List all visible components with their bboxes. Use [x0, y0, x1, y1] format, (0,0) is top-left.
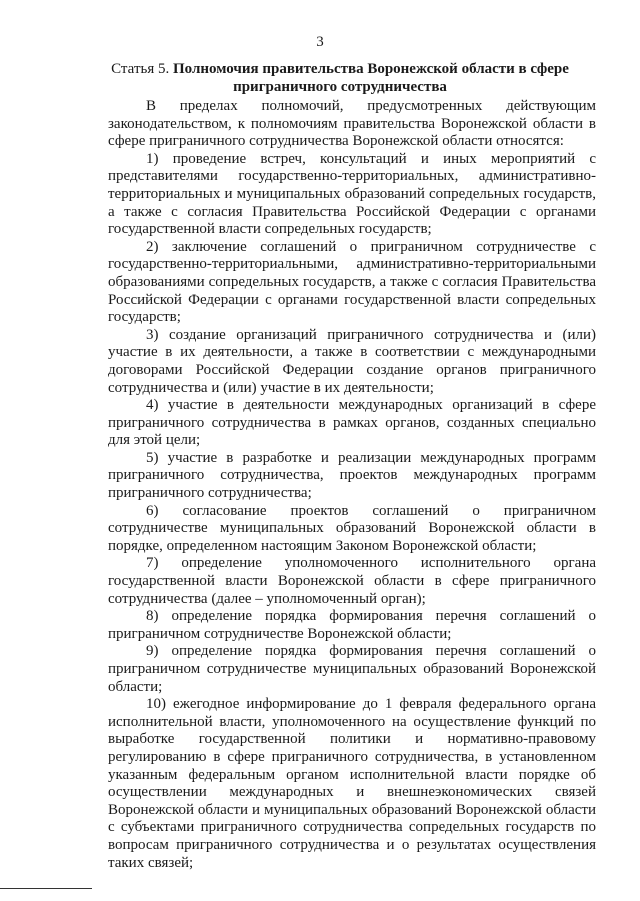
intro-paragraph: В пределах полномочий, предусмотренных действующим законодательством, к полномочиям правительства Воронежской области в сфере приграничного сотрудничества Воронежской области относятся:: [108, 98, 596, 150]
list-item: 1) проведение встреч, консультаций и иных мероприятий с представителями государственно-территориальных, административно-территориальных и муниципальных образований сопредельных государств, а также с согласия Правительства Российской Федерации с органами государственной власти сопредельных государств;: [108, 150, 596, 238]
list-item: 7) определение уполномоченного исполнительного органа государственной власти Воронежской области в сфере приграничного сотрудничества (далее – уполномоченный орган);: [108, 555, 596, 607]
page-number: 3: [316, 34, 324, 50]
list-item: 9) определение порядка формирования перечня соглашений о приграничном сотрудничестве муниципальных образований Воронежской области;: [108, 643, 596, 695]
list-item: 6) согласование проектов соглашений о приграничном сотрудничестве муниципальных образований Воронежской области в порядке, определенном настоящим Законом Воронежской области;: [108, 502, 596, 554]
list-item: 4) участие в деятельности международных организаций в сфере приграничного сотрудничества в рамках органов, созданных специально для этой цели;: [108, 397, 596, 449]
article-label: Статья 5.: [111, 61, 170, 77]
list-item: 3) создание организаций приграничного сотрудничества и (или) участие в их деятельности, а также в соответствии с международными договорами Российской Федерации создание органов приграничного сотрудничества и (или) участие в их деятельности;: [108, 326, 596, 396]
list-item: 10) ежегодное информирование до 1 февраля федерального органа исполнительной власти, уполномоченного на осуществление функций по выработке государственной политики и нормативно-правовому регулированию в сфере приграничного сотрудничества, в установленном указанным федеральным органом исполнительной власти порядке об осуществлении международных и внешнеэкономических связей Воронежской области и муниципальных образований Воронежской области с субъектами приграничного сотрудничества сопредельных государств по вопросам приграничного сотрудничества и о результатах осуществления таких связей;: [108, 696, 596, 871]
article-heading: Полномочия правительства Воронежской области в сфере приграничного сотрудничества: [173, 61, 569, 95]
article-body: [108, 98, 596, 872]
list-item: 8) определение порядка формирования перечня соглашений о приграничном сотрудничестве Воронежской области;: [108, 608, 596, 642]
list-item: 5) участие в разработке и реализации международных программ приграничного сотрудничества, проектов международных программ приграничного сотрудничества;: [108, 449, 596, 502]
footnote-rule: [0, 888, 92, 889]
list-item: 2) заключение соглашений о приграничном сотрудничестве с государственно-территориальными, административно-территориальными образованиями сопредельных государств, а также с согласия Правительства Российской Федерации с органами государственной власти сопредельных государств;: [108, 238, 596, 326]
article-title: [100, 60, 580, 96]
